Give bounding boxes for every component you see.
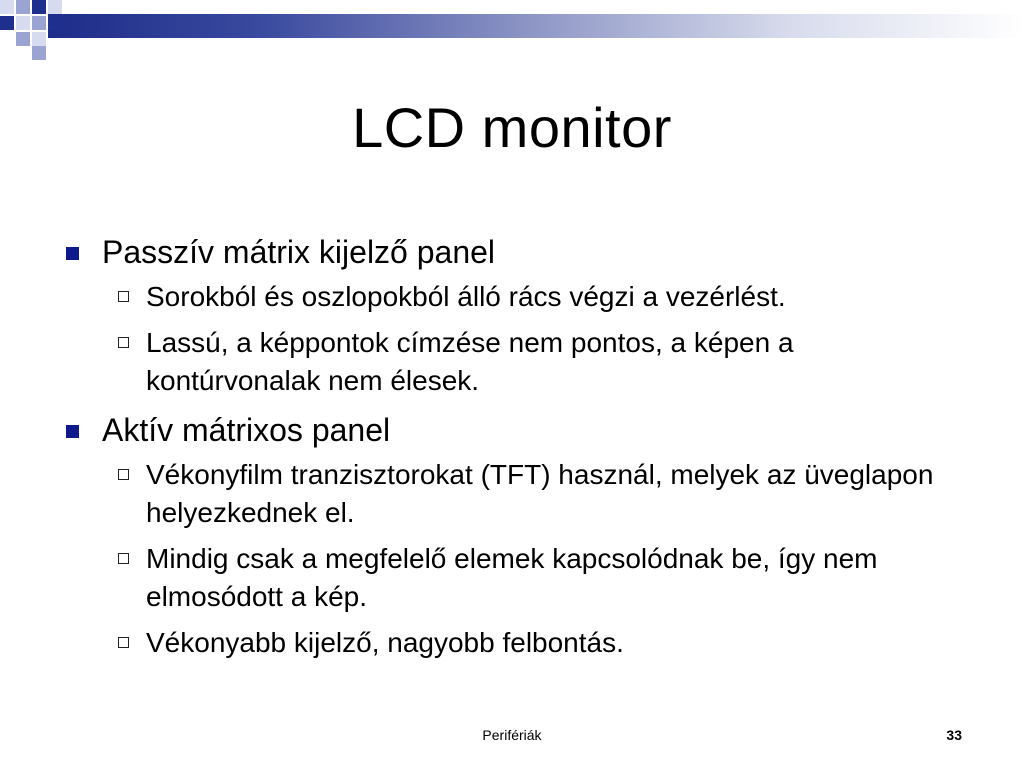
bullet-level1 — [62, 230, 962, 274]
bullet-level2 — [62, 624, 962, 662]
decor-square — [48, 0, 62, 14]
decor-square — [32, 46, 46, 60]
page-number: 33 — [946, 727, 962, 743]
hollow-square-bullet-icon — [118, 337, 129, 348]
decor-square — [48, 16, 62, 30]
bullet-level2 — [62, 456, 962, 532]
decor-square — [16, 16, 30, 30]
decor-square — [32, 16, 46, 30]
header-decoration — [0, 0, 1024, 62]
bullet-level2 — [62, 278, 962, 316]
section-heading: Passzív mátrix kijelző panel — [102, 234, 496, 270]
square-bullet-icon — [66, 247, 79, 260]
bullet-level2 — [62, 324, 962, 400]
header-gradient-band — [48, 14, 1024, 38]
decor-square — [32, 0, 46, 14]
list-item-text: Vékonyfilm tranzisztorokat (TFT) használ, melyek az üveglapon helyezkednek el. — [146, 459, 934, 528]
hollow-square-bullet-icon — [118, 291, 129, 302]
decor-square — [16, 0, 30, 14]
bullet-level1 — [62, 408, 962, 452]
slide-content — [62, 230, 962, 670]
footer-text: Perifériák — [482, 727, 542, 743]
list-item-text: Vékonyabb kijelző, nagyobb felbontás. — [146, 627, 624, 658]
decor-square — [16, 32, 30, 46]
hollow-square-bullet-icon — [118, 637, 129, 648]
decor-square — [0, 16, 14, 30]
hollow-square-bullet-icon — [118, 469, 129, 480]
bullet-level2 — [62, 540, 962, 616]
hollow-square-bullet-icon — [118, 553, 129, 564]
decor-square — [32, 32, 46, 46]
list-item-text: Sorokból és oszlopokból álló rács végzi a vezérlést. — [146, 281, 786, 312]
square-bullet-icon — [66, 425, 79, 438]
list-item-text: Mindig csak a megfelelő elemek kapcsolódnak be, így nem elmosódott a kép. — [146, 543, 878, 612]
decor-square — [0, 0, 14, 14]
slide-title: LCD monitor — [352, 96, 672, 159]
list-item-text: Lassú, a képpontok címzése nem pontos, a képen a kontúrvonalak nem élesek. — [146, 327, 794, 396]
section-heading: Aktív mátrixos panel — [102, 412, 391, 448]
